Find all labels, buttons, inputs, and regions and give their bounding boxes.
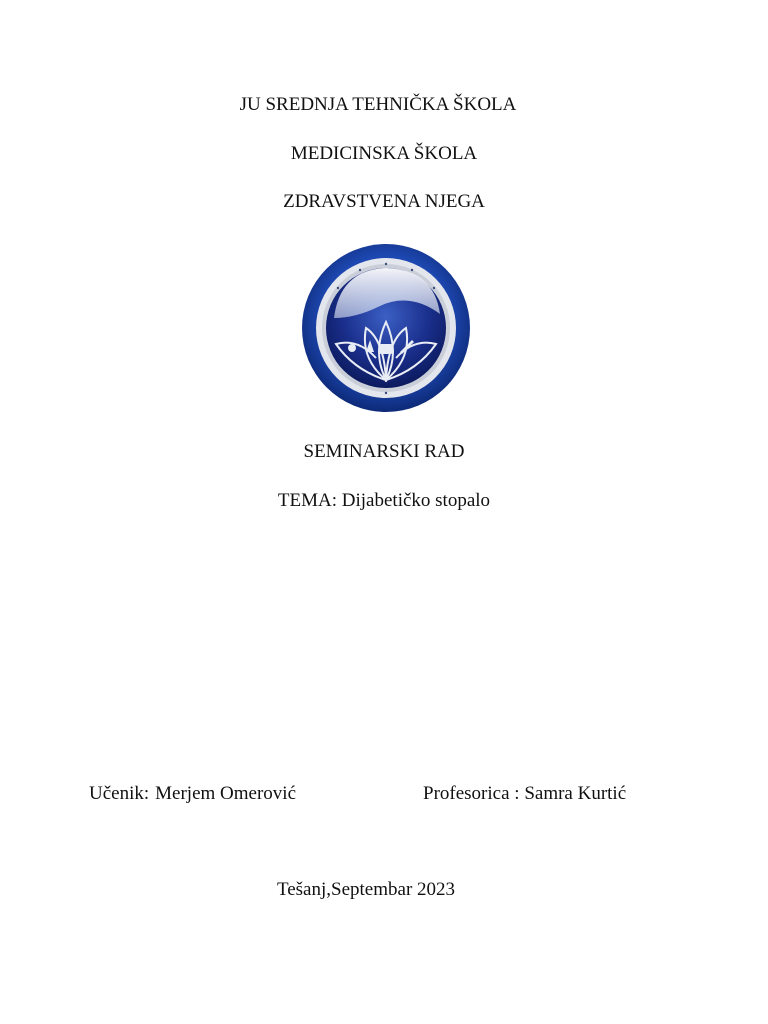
- professor-label: Profesorica :: [423, 783, 520, 804]
- professor-name: Samra Kurtić: [524, 783, 627, 804]
- place-and-date: Tešanj,Septembar 2023: [276, 879, 456, 900]
- institution-name: JU SREDNJA TEHNIČKA ŠKOLA: [239, 94, 517, 115]
- department-name: ZDRAVSTVENA NJEGA: [283, 191, 485, 212]
- document-type: SEMINARSKI RAD: [303, 441, 465, 462]
- school-emblem-icon: [300, 240, 472, 416]
- school-name: MEDICINSKA ŠKOLA: [290, 143, 478, 164]
- document-topic: TEMA: Dijabetičko stopalo: [277, 490, 491, 511]
- student-line: [89, 782, 296, 806]
- student-name: Merjem Omerović: [155, 783, 297, 804]
- professor-line: [423, 782, 626, 806]
- student-label: Učenik:: [89, 783, 150, 804]
